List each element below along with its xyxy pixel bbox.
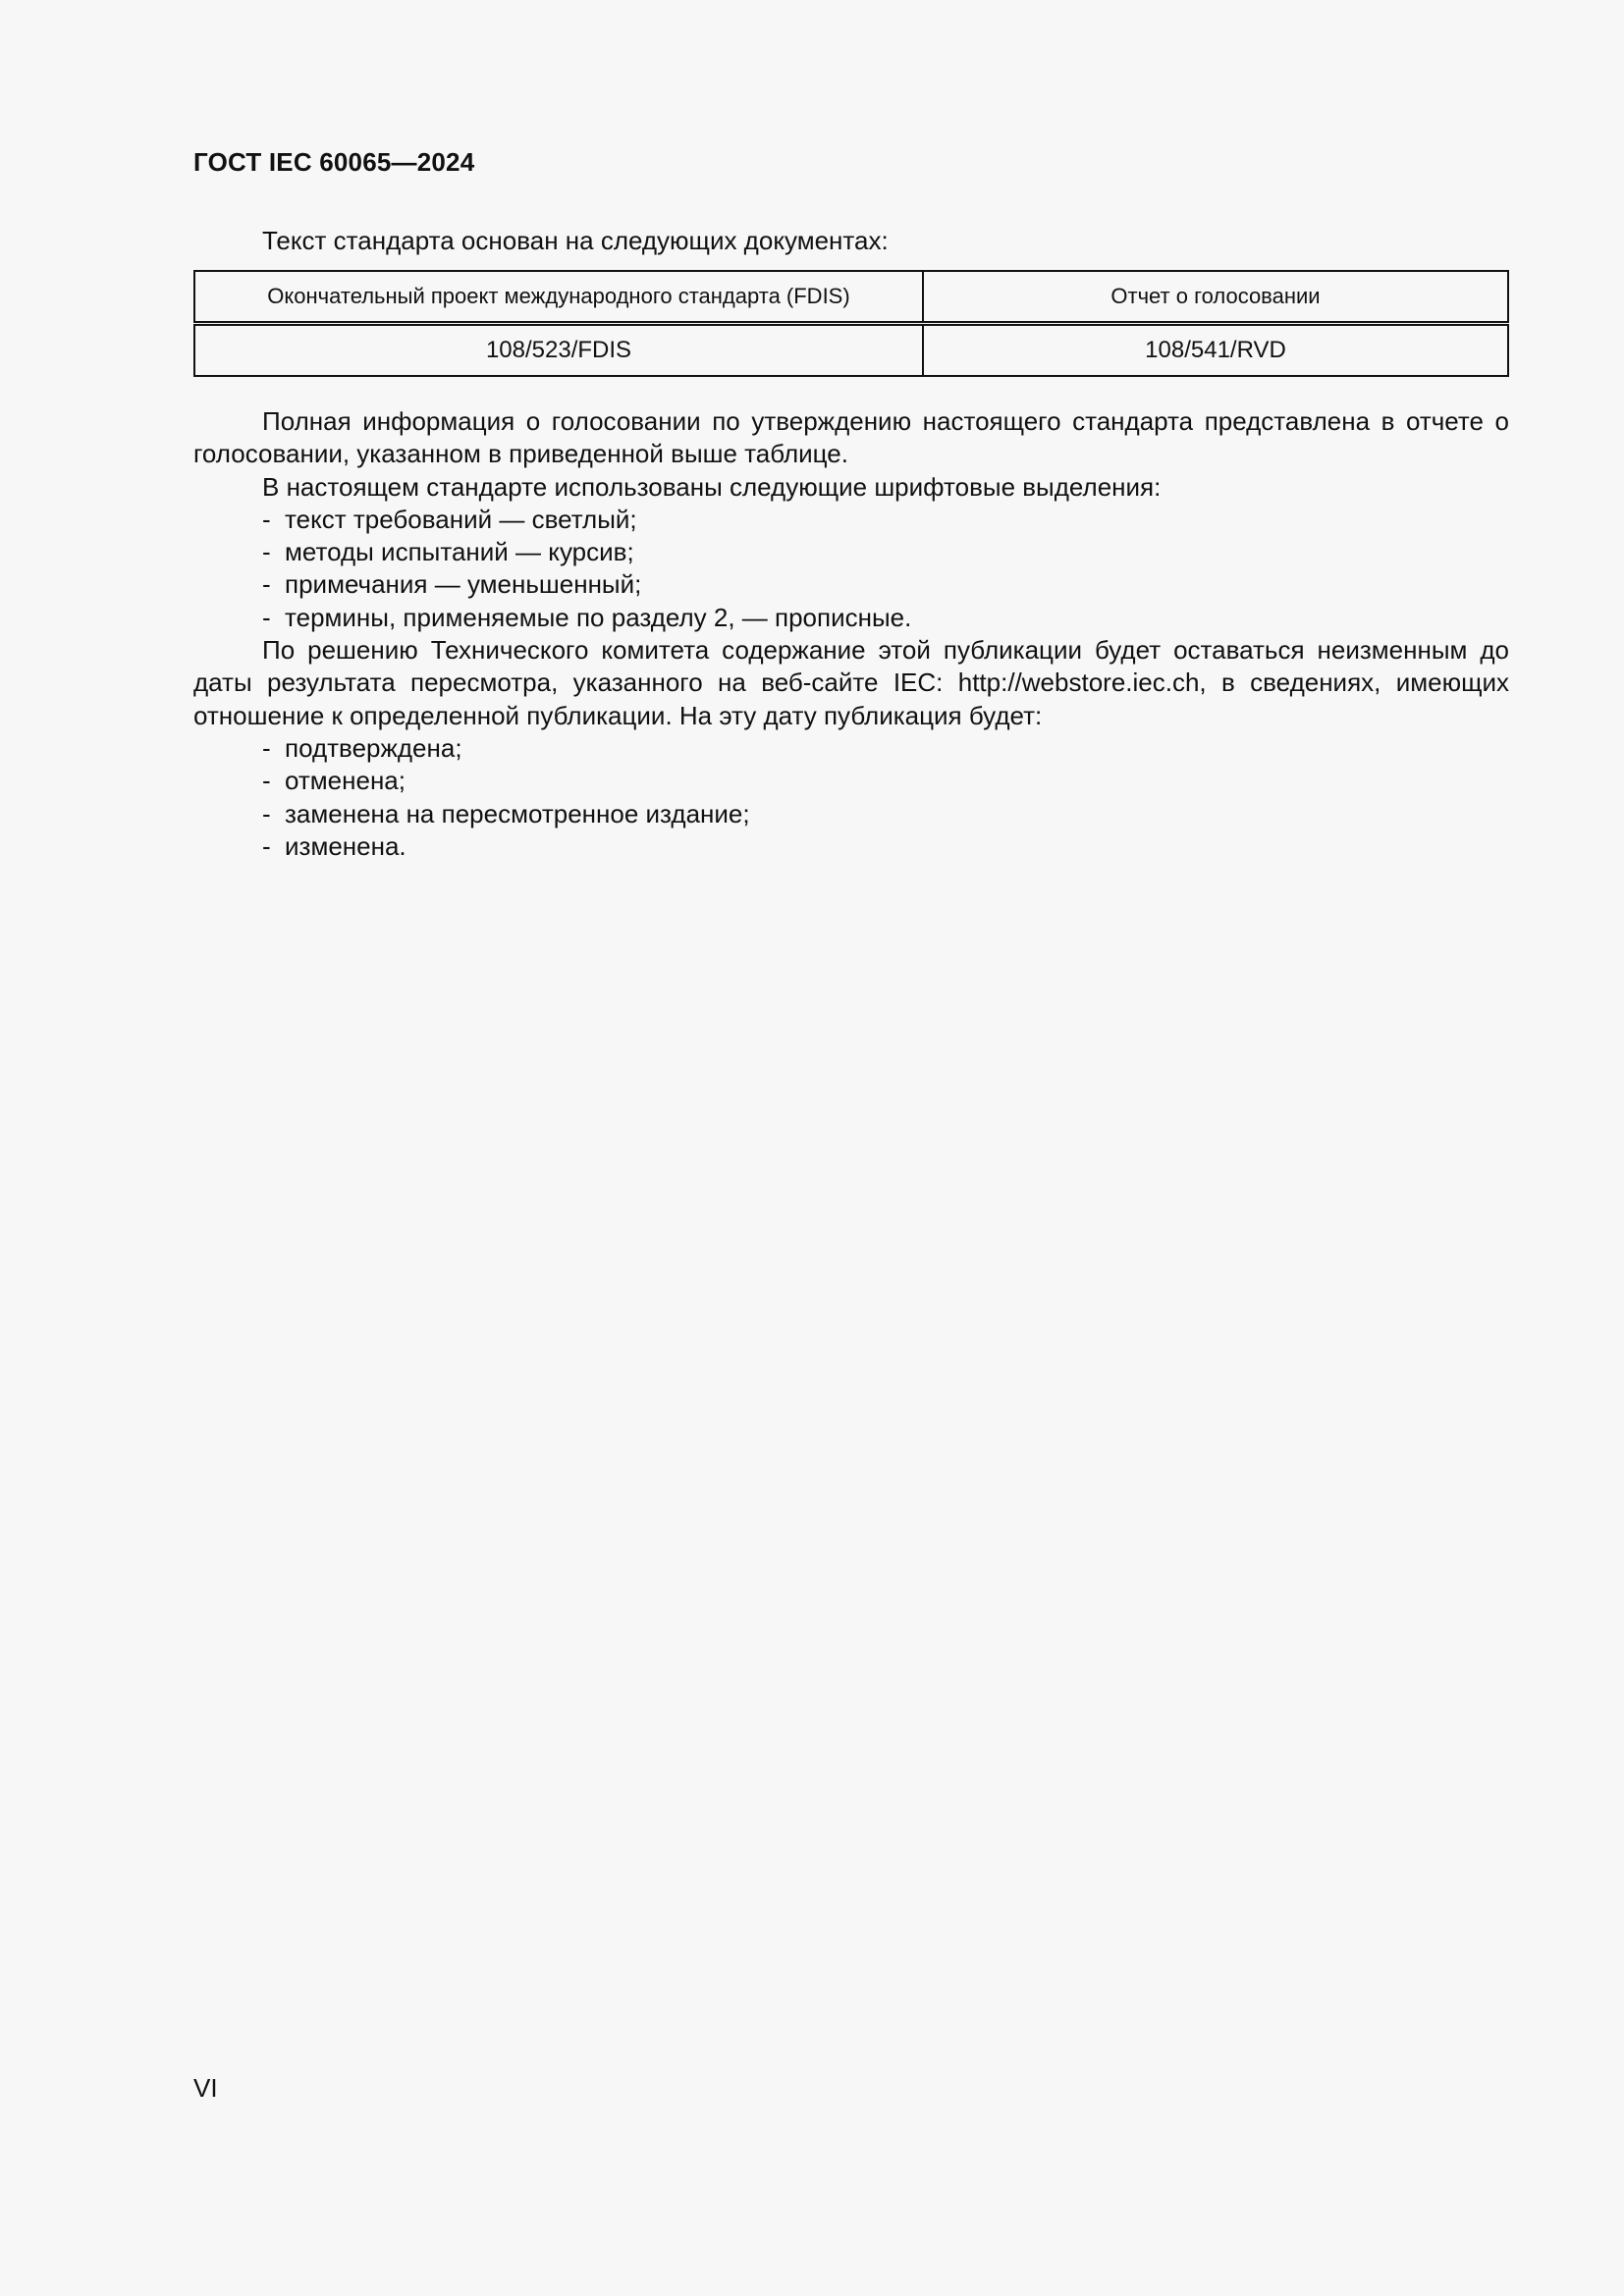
list-item (193, 536, 1509, 568)
list-marker: - (262, 504, 271, 534)
fonts-list (193, 504, 1509, 634)
table-cell: 108/523/FDIS (194, 324, 923, 377)
list-item-text: примечания — уменьшенный; (285, 569, 642, 600)
list-item-text: изменена. (285, 830, 406, 861)
list-marker: - (262, 830, 271, 861)
list-item (193, 602, 1509, 634)
list-item (193, 568, 1509, 601)
table-header-cell: Отчет о голосовании (923, 271, 1508, 324)
outcomes-list (193, 732, 1509, 863)
list-marker: - (262, 602, 271, 632)
list-marker: - (262, 537, 271, 567)
list-item-text: заменена на пересмотренное издание; (285, 798, 750, 828)
list-item-text: текст требований — светлый; (285, 504, 637, 534)
table-header-cell: Окончательный проект международного стандарта (FDIS) (194, 271, 923, 324)
list-item (193, 732, 1509, 765)
list-item (193, 765, 1509, 797)
fonts-intro-paragraph: В настоящем стандарте использованы следующие шрифтовые выделения: (262, 471, 1162, 502)
voting-info-paragraph: Полная информация о голосовании по утверждению настоящего стандарта представлена в отчете о голосовании, указанном в приведенной выше таблице. (193, 406, 1509, 469)
list-item-text: подтверждена; (285, 732, 462, 763)
intro-text: Текст стандарта основан на следующих документах: (262, 226, 889, 255)
list-item (193, 830, 1509, 863)
page-number: VI (193, 2073, 218, 2103)
list-item-text: методы испытаний — курсив; (285, 537, 634, 567)
committee-decision-paragraph: По решению Технического комитета содержание этой публикации будет оставаться неизменным до даты результата пересмотра, указанного на веб-сайте IEC: http://webstore.iec.ch, в сведениях, имеющих отношение к определенной публикации. На эту дату публикация будет: (193, 635, 1509, 730)
table-header-row (194, 271, 1508, 324)
table-row (194, 324, 1508, 377)
standard-title: ГОСТ IEC 60065—2024 (193, 147, 475, 177)
list-marker: - (262, 732, 271, 763)
list-item-text: термины, применяемые по разделу 2, — прописные. (285, 602, 912, 632)
list-marker: - (262, 569, 271, 600)
list-marker: - (262, 798, 271, 828)
document-page (193, 0, 1509, 2296)
list-item-text: отменена; (285, 766, 406, 796)
list-item (193, 504, 1509, 536)
list-marker: - (262, 766, 271, 796)
list-item (193, 798, 1509, 830)
table-cell: 108/541/RVD (923, 324, 1508, 377)
documents-table (193, 270, 1509, 377)
body-text (193, 405, 1509, 863)
